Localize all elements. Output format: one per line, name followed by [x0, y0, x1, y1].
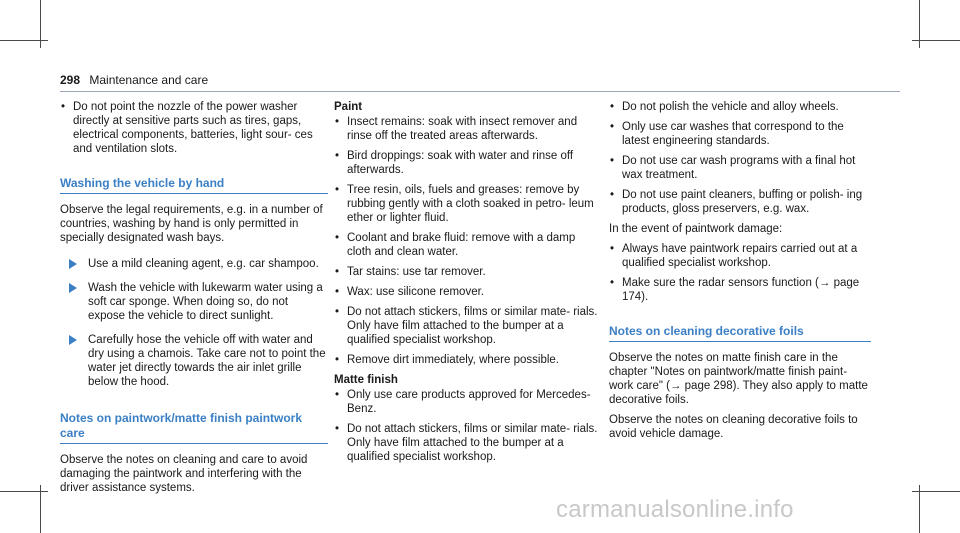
page-title: Maintenance and care	[89, 73, 209, 87]
section-heading-washing-by-hand: Washing the vehicle by hand	[60, 176, 328, 194]
column-left	[60, 100, 328, 501]
list-item: • Wax: use silicone remover.	[334, 285, 600, 299]
crop-mark	[919, 485, 920, 533]
paragraph: Observe the notes on matte finish care in the chapter "Notes on paintwork/matte finish paint- work care" (→ page 298). They also apply to matte decorative foils.	[609, 352, 868, 406]
crop-mark	[40, 0, 41, 48]
paragraph: Observe the notes on cleaning decorative foils to avoid vehicle damage.	[609, 414, 858, 440]
header-divider	[60, 91, 900, 92]
list-item: • Coolant and brake fluid: remove with a damp cloth and clean water.	[334, 231, 600, 259]
list-item: • Remove dirt immediately, where possible.	[334, 353, 600, 367]
section-heading-decorative-foils: Notes on cleaning decorative foils	[609, 324, 871, 342]
list-item: • Do not use paint cleaners, buffing or polish- ing products, gloss preservers, e.g. wax.	[609, 188, 871, 216]
step-arrow-icon	[69, 259, 77, 269]
step-item	[60, 281, 328, 323]
crop-mark	[919, 0, 920, 48]
list-item: • Only use car washes that correspond to the latest engineering standards.	[609, 120, 871, 148]
subheading-paint: Paint	[334, 101, 363, 113]
section-heading-paintwork-care: Notes on paintwork/matte finish paintwork care	[60, 411, 328, 444]
list-item: • Insect remains: soak with insect remover and rinse off the treated areas afterwards.	[334, 115, 600, 143]
step-arrow-icon	[69, 335, 77, 345]
paragraph: Observe the legal requirements, e.g. in a number of countries, washing by hand is only permitted in specially designated wash bays.	[60, 204, 323, 244]
list-item: • Make sure the radar sensors function (→ page 174).	[609, 276, 871, 304]
column-right	[609, 100, 871, 447]
list-item: • Tar stains: use tar remover.	[334, 265, 600, 279]
watermark: carmanualsonline.info	[556, 496, 794, 523]
crop-mark	[40, 485, 41, 533]
list-item: • Always have paintwork repairs carried out at a qualified specialist workshop.	[609, 242, 871, 270]
step-text: Carefully hose the vehicle off with water and dry using a chamois. Take care not to point the water jet directly towards the air inlet grille below the hood.	[88, 334, 326, 388]
list-item: • Do not attach stickers, films or similar mate- rials. Only have film attached to the bumper at a qualified specialist workshop.	[334, 305, 600, 347]
paragraph: In the event of paintwork damage:	[609, 223, 783, 235]
subheading-matte-finish: Matte finish	[334, 374, 398, 386]
column-middle	[334, 100, 600, 470]
step-arrow-icon	[69, 283, 77, 293]
list-item: • Do not polish the vehicle and alloy wheels.	[609, 100, 871, 114]
list-item: • Do not point the nozzle of the power washer directly at sensitive parts such as tires, gaps, electrical components, batteries, light sour- ces and ventilation slots.	[60, 100, 328, 156]
list-item: • Bird droppings: soak with water and rinse off afterwards.	[334, 149, 600, 177]
step-text: Wash the vehicle with lukewarm water using a soft car sponge. When doing so, do not expose the vehicle to direct sunlight.	[88, 282, 323, 322]
list-item: • Do not attach stickers, films or similar mate- rials. Only have film attached to the bumper at a qualified specialist workshop.	[334, 422, 600, 464]
list-item: • Tree resin, oils, fuels and greases: remove by rubbing gently with a cloth soaked in petro- leum ether or lighter fluid.	[334, 183, 600, 225]
list-item: • Do not use car wash programs with a final hot wax treatment.	[609, 154, 871, 182]
step-text: Use a mild cleaning agent, e.g. car shampoo.	[88, 258, 319, 270]
paragraph: Observe the notes on cleaning and care to avoid damaging the paintwork and interfering with the driver assistance systems.	[60, 454, 308, 494]
step-item	[60, 333, 328, 389]
step-item	[60, 257, 328, 271]
list-item: • Only use care products approved for Mercedes-Benz.	[334, 388, 600, 416]
page-number: 298	[60, 73, 81, 87]
page-header	[60, 73, 208, 87]
